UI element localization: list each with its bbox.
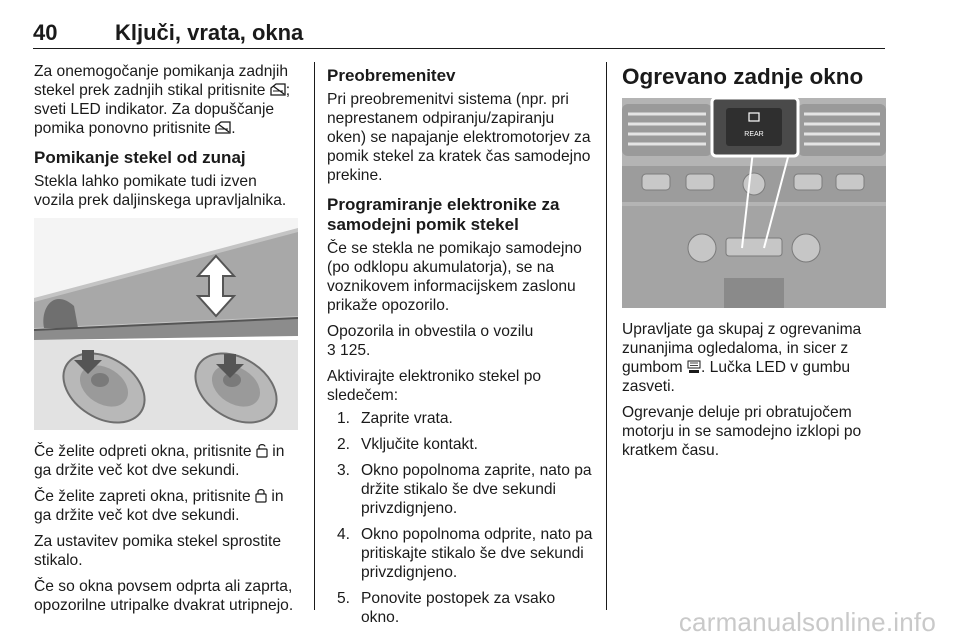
watermark: carmanualsonline.info: [678, 607, 936, 637]
window-lock-icon: [270, 83, 286, 97]
lock-icon: [255, 488, 267, 503]
page-header: [33, 18, 885, 50]
page-number: 40: [33, 20, 58, 45]
rear-window-heating-icon: [687, 360, 701, 374]
list-item: 2. Vključite kontakt.: [337, 436, 479, 453]
page-reference-icon: 3: [327, 342, 336, 359]
chapter-title: Ključi, vrata, okna: [115, 20, 304, 45]
paragraph: Aktivirajte elektroniko stekel po sledečem:: [327, 368, 542, 404]
section-heading: Pomikanje stekel od zunaj: [34, 148, 246, 167]
paragraph-open-windows: Če želite odpreti okna, pritisnite in ga držite več kot dve sekundi.: [34, 443, 285, 479]
rear-button-label: REAR: [744, 131, 764, 138]
steps-list: [327, 409, 595, 627]
page-reference-link[interactable]: 125.: [335, 342, 371, 359]
column-3: [622, 62, 888, 467]
dashboard-figure: [622, 98, 886, 308]
header-rule: [33, 48, 885, 49]
paragraph: Pri preobremenitvi sistema (npr. pri neprestanem odpiranju/zapiranju oken) se napajanje elektromotorjev za pomik stekel za kratek čas samodejno prekine.: [327, 91, 591, 184]
paragraph-reference: Opozorila in obvestila o vozilu 3 125.: [327, 323, 534, 359]
column-2: [327, 62, 595, 634]
column-divider: [314, 62, 315, 610]
list-item: 5. Ponovite postopek za vsako okno.: [337, 590, 556, 626]
remote-window-figure: [34, 218, 298, 430]
unlock-icon: [256, 443, 268, 458]
paragraph: Za ustavitev pomika stekel sprostite stikalo.: [34, 533, 282, 569]
section-heading: Programiranje elektronike za samodejni pomik stekel: [327, 195, 560, 234]
paragraph-rear-heating-button: Upravljate ga skupaj z ogrevanima zunanjima ogledaloma, in sicer z gumbom . Lučka LED v gumbu zasveti.: [622, 321, 862, 395]
list-item: 1. Zaprite vrata.: [337, 410, 453, 427]
paragraph: Če se stekla ne pomikajo samodejno (po odklopu akumulatorja), se na voznikovem informacijskem zaslonu prikaže opozorilo.: [327, 240, 582, 314]
paragraph-close-windows: Če želite zapreti okna, pritisnite in ga držite več kot dve sekundi.: [34, 488, 284, 524]
paragraph: Ogrevanje deluje pri obratujočem motorju in se samodejno izklopi po kratkem času.: [622, 404, 862, 459]
list-item: 4. Okno popolnoma odprite, nato pa pritiskajte stikalo še dve sekundi privzdignjeno.: [337, 526, 593, 581]
column-1: [34, 62, 300, 622]
window-lock-icon: [215, 121, 231, 135]
column-divider: [606, 62, 607, 610]
section-heading: Preobremenitev: [327, 66, 456, 85]
paragraph: Stekla lahko pomikate tudi izven vozila prek daljinskega upravljalnika.: [34, 173, 287, 209]
paragraph-window-lock: Za onemogočanje pomikanja zadnjih stekel prek zadnjih stikal pritisnite ; sveti LED indikator. Za dopuščanje pomika ponovno pritisnite .: [34, 63, 291, 137]
section-title: Ogrevano zadnje okno: [622, 64, 864, 89]
paragraph: Če so okna povsem odprta ali zaprta, opozorilne utripalke dvakrat utripnejo.: [34, 578, 294, 614]
list-item: 3. Okno popolnoma zaprite, nato pa držite stikalo še dve sekundi privzdignjeno.: [337, 462, 592, 517]
